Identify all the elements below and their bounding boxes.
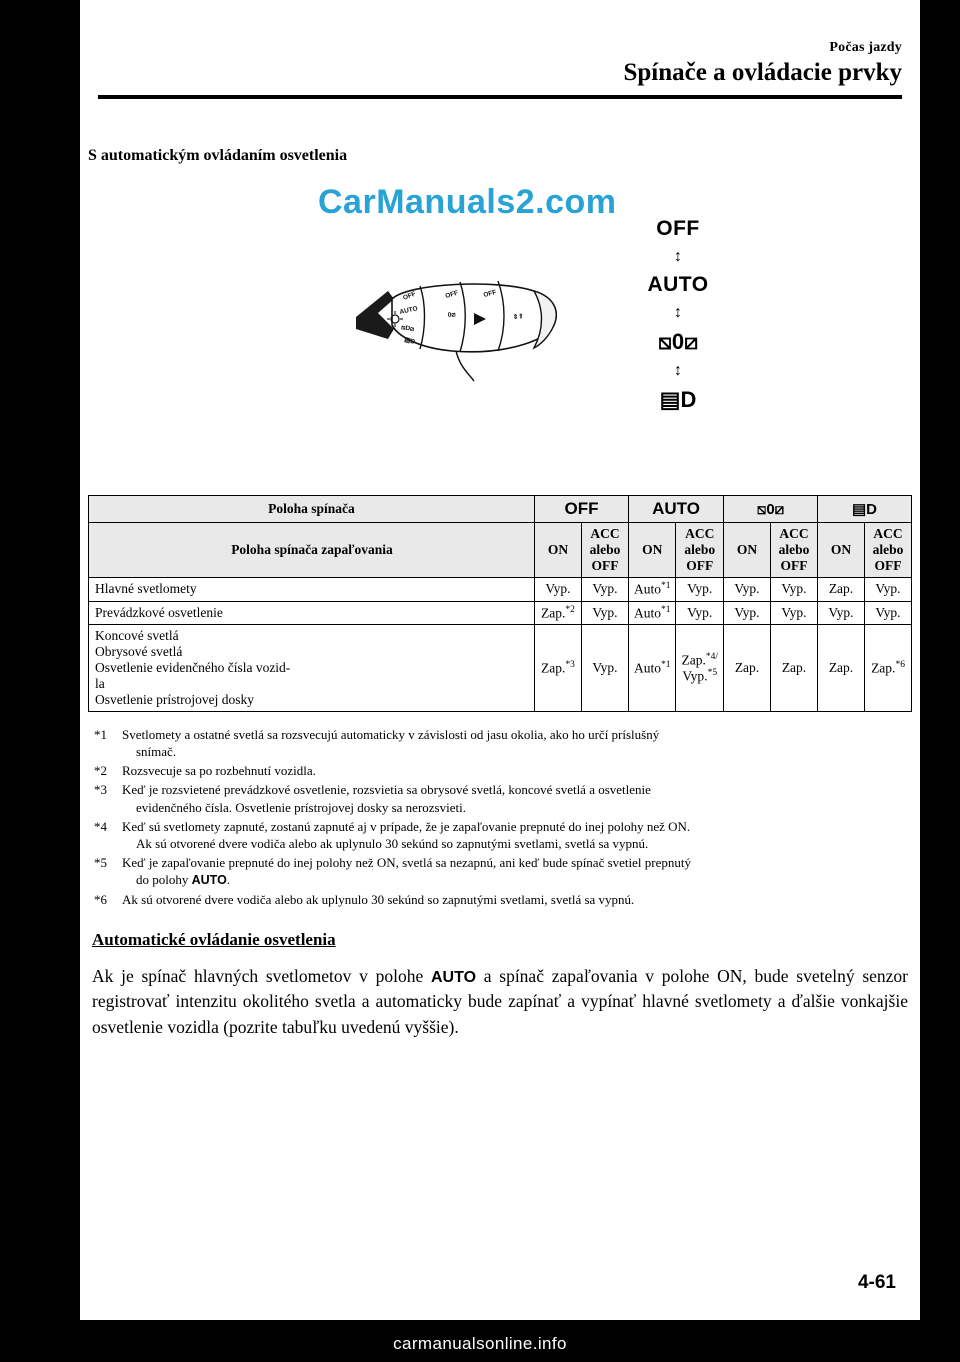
page-header [80, 0, 920, 99]
lowbeam-icon: ⧅0⧄ [657, 329, 699, 354]
cell: Zap. [771, 625, 818, 712]
svg-text:⧅D⧄: ⧅D⧄ [400, 324, 415, 334]
parking-light-icon: ▤D [659, 387, 697, 412]
section-heading: S automatickým ovládaním osvetlenia [88, 147, 348, 164]
figure-position-labels [588, 217, 768, 413]
svg-text:OFF: OFF [482, 289, 498, 299]
manual-page [80, 0, 920, 1320]
auto-label-inline-2: AUTO [430, 968, 477, 986]
arrow-3: ↕ [674, 362, 682, 379]
header-ign-on-4: ON [818, 523, 865, 578]
cell: Zap. [818, 578, 865, 602]
svg-text:OFF: OFF [402, 290, 417, 302]
table-row [89, 625, 912, 712]
footnote-6: *6 Ak sú otvorené dvere vodiča alebo ak uplynulo 30 sekúnd so zapnutými svetlami, svetlá sa vypnú. [94, 891, 635, 907]
table-row [89, 578, 912, 602]
svg-text:AUTO: AUTO [398, 305, 419, 316]
footer-brand: carmanualsonline.info [393, 1334, 567, 1353]
cell: Auto$^{*1}$ [628, 625, 676, 712]
label-auto: AUTO [647, 273, 709, 296]
watermark-text: CarManuals2.com [318, 183, 617, 221]
svg-text:▤D: ▤D [403, 336, 416, 346]
cell: Vyp. [534, 578, 581, 602]
footnote-4: *4 Keď sú svetlomety zapnuté, zostanú zapnuté aj v prípade, že je zapaľovanie prepnuté do inej polohy než ON. Ak sú otvorené dvere vodiča alebo ak uplynulo 30 sekúnd so zapnutými svetlami, svetlá sa vypnú. [94, 818, 691, 851]
footnote-1: *1 Svetlomety a ostatné svetlá sa rozsvecujú automaticky v závislosti od jasu okolia, ako ho určí príslušný snímač. [94, 727, 660, 760]
cell: Vyp. [771, 601, 818, 625]
row-label-headlights: Hlavné svetlomety [89, 578, 535, 602]
cell: Vyp. [676, 578, 724, 602]
header-ignition-position: Poloha spínača zapaľovania [89, 523, 535, 578]
table-row [89, 601, 912, 625]
label-off: OFF [656, 217, 700, 240]
cell: Vyp. [581, 601, 628, 625]
header-ign-on-2: ON [628, 523, 676, 578]
cell: Vyp. [581, 625, 628, 712]
cell: Auto$^{*1}$ [628, 578, 676, 602]
cell: Vyp. [724, 578, 771, 602]
row-label-tail-lights-group: Koncové svetlá Obrysové svetlá Osvetlenie evidenčného čísla vozid- la Osvetlenie prístrojovej dosky [89, 625, 535, 712]
header-rule [98, 95, 902, 99]
cell: Zap. [818, 625, 865, 712]
breadcrumb: Počas jazdy [829, 40, 902, 55]
light-switch-table [88, 495, 912, 712]
svg-text:OFF: OFF [444, 289, 460, 300]
header-position-auto: AUTO [628, 496, 723, 523]
subsection-paragraph: Ak je spínač hlavných svetlometov v polohe AUTO a spínač zapaľovania v polohe ON, bude svetelný senzor registrovať intenzitu okolitého svetla a automaticky bude zapínať a vypínať hlavné svetlomety a ďalšie vonkajšie osvetlenie vozidla (pozrite tabuľku uvedenú vyššie). [92, 965, 908, 1037]
figure-light-switch [88, 167, 912, 487]
header-ign-on-3: ON [724, 523, 771, 578]
light-switch-lever-illustration [348, 277, 578, 387]
row-label-daytime-running: Prevádzkové osvetlenie [89, 601, 535, 625]
table-row-ignition [89, 523, 912, 578]
arrow-2: ↕ [674, 304, 682, 321]
page-title: Spínače a ovládacie prvky [623, 59, 902, 86]
footnotes [88, 726, 912, 908]
cell: Vyp. [818, 601, 865, 625]
cell: Zap.$^{*6}$ [865, 625, 912, 712]
header-ign-acc-4: ACC alebo OFF [865, 523, 912, 578]
cell: Vyp. [724, 601, 771, 625]
subsection-heading: Automatické ovládanie osvetlenia [92, 929, 336, 949]
cell: Vyp. [676, 601, 724, 625]
header-ign-on-1: ON [534, 523, 581, 578]
cell: Zap. [724, 625, 771, 712]
auto-label-inline: AUTO [191, 873, 227, 888]
header-position-off: OFF [534, 496, 628, 523]
header-position-lowbeam: ⧅0⧄ [724, 496, 818, 523]
footnote-3: *3 Keď je rozsvietené prevádzkové osvetlenie, rozsvietia sa obrysové svetlá, koncové svetlá a osvetlenie evidenčného čísla. Osvetlenie prístrojovej dosky sa nerozsvieti. [94, 782, 651, 815]
footnote-2: *2 Rozsvecuje sa po rozbehnutí vozidla. [94, 763, 316, 779]
cell: Zap.$^{*4/}$ Vyp.$^{*5}$ [676, 625, 724, 712]
table-row-positions [89, 496, 912, 523]
svg-text:0⧄: 0⧄ [447, 311, 456, 319]
arrow-1: ↕ [674, 248, 682, 265]
page-number: 4-61 [857, 1272, 896, 1293]
header-switch-position: Poloha spínača [89, 496, 535, 523]
cell: Zap.$^{*3}$ [534, 625, 581, 712]
cell: Zap.$^{*2}$ [534, 601, 581, 625]
cell: Vyp. [771, 578, 818, 602]
cell: Vyp. [865, 601, 912, 625]
cell: Auto$^{*1}$ [628, 601, 676, 625]
header-ign-acc-2: ACC alebo OFF [676, 523, 724, 578]
header-ign-acc-1: ACC alebo OFF [581, 523, 628, 578]
cell: Vyp. [581, 578, 628, 602]
svg-text:⇕⇑: ⇕⇑ [512, 313, 525, 321]
header-position-parking: ▤D [818, 496, 912, 523]
header-ign-acc-3: ACC alebo OFF [771, 523, 818, 578]
cell: Vyp. [865, 578, 912, 602]
footnote-5: *5 Keď je zapaľovanie prepnuté do inej polohy než ON, svetlá sa nezapnú, ani keď bude spínač svetiel prepnutý do polohy AUTO. [94, 855, 691, 888]
